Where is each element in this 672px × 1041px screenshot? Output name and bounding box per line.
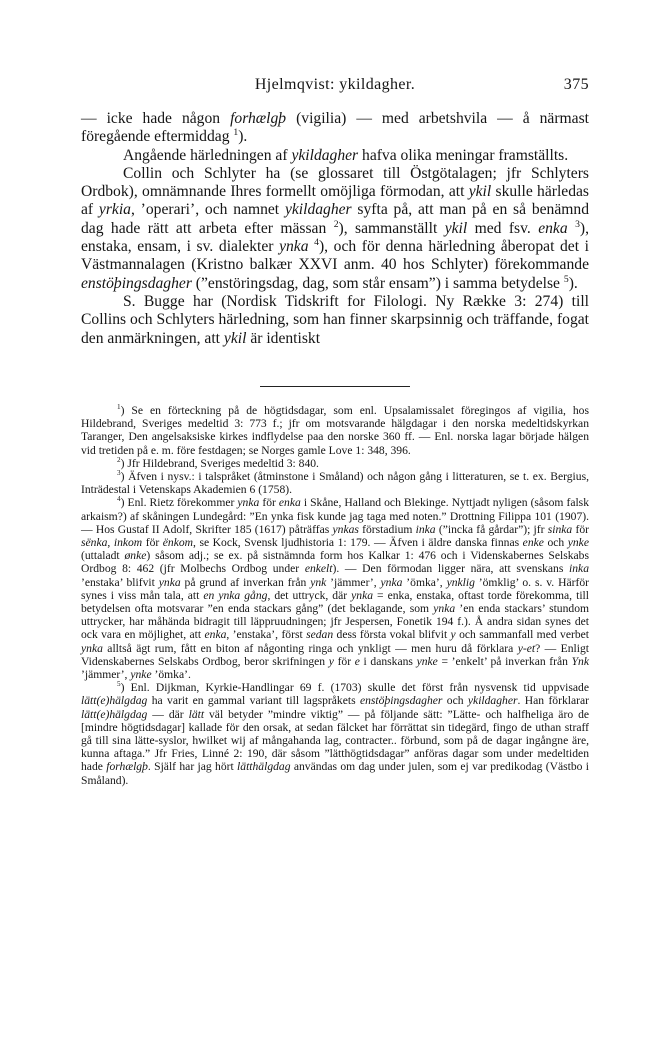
- footnote: $^2$) Jfr Hildebrand, Sveriges medeltid 3: 840.: [117, 455, 319, 470]
- main-text: [81, 110, 589, 348]
- running-title: Hjelmqvist: ykildagher.: [254, 76, 416, 93]
- footnote: $^1$) Se en förteckning på de högtidsdagar, som enl. Upsalamissalet föregingos af vigilia, hos Hildebrand, Sveriges medeltid 3: 773 f.; jfr om motsvarande hälgdagar i den norska medeltidskyrkan Taranger, Den angelsaksiske kirkes indflydelse paa den norske 360 ff. — Enl. norska lagar började hälgen vid tretiden på e. m. före festdagen; se Norges gamle Love 1: 348, 396.: [81, 403, 589, 457]
- body-paragraph: S. Bugge har (Nordisk Tidskrift for Filologi. Ny Række 3: 274) till Collins och Schlyters härledning, som han finner skarpsinnig och träffande, fogat den anmärkningen, att ykil är identiskt: [81, 292, 589, 347]
- footnote: $^4$) Enl. Rietz förekommer ynka för enka i Skåne, Halland och Blekinge. Nyttjadt nyligen (såsom falsk arkaism?) af skåningen Lundegård: ”En ynka fisk kunde jag taga med noten.” Drottning Filippa 101 (1907). — Hos Gustaf II Adolf, Skrifter 185 (1617) påträffas ynkas förstadium inka (”incka få gårdar”); jfr sinka för sënka, inkom för ënkom, se Kock, Svensk ljudhistoria 1: 179. — Äfven i äldre danska finnas enke och ynke (uttaladt ønke) såsom adj.; se ex. på sistnämnda form hos Kalkar 1: 476 och i Videnskabernes Selskabs Ordbog 8: 462 (jfr Molbechs Ordbog under enkelt). — Den förmodan ligger nära, att svenskans inka ’enstaka’ blifvit ynka på grund af inverkan från ynk ’jämmer’, ynka ’ömka’, ynklig ’ömklig’ o. s. v. Härför synes i viss mån tala, att en ynka gång, det uttryck, där ynka = enka, enstaka, oftast torde förekomma, till betydelsen ofta motsvarar ”en enda stackars gång” (det beklagande, som ynka ’en enda stackars’ stundom uttrycker, har måhända bidragit till läppruudningen; jfr Jespersen, Fonetik 194 f.). Å andra sidan synes det ock vara en möjlighet, att enka, ’enstaka’, först sedan dess första vokal blifvit y och sammanfall med verbet ynka alltså ägt rum, fått en biton af någonting ringa och ynkligt — men huru då förklara y-et? — Enligt Videnskabernes Selskabs Ordbog, beror skrifningen y för e i danskans ynke = ’enkelt’ på inverkan från Ynk ’jämmer’, ynke ’ömka’.: [81, 495, 590, 682]
- footnote: $^5$) Enl. Dijkman, Kyrkie-Handlingar 69 f. (1703) skulle det först från nysvensk tid uppvisade lätt(e)hälgdag ha varit en gammal variant till lagspråkets enstöþingsdagher och ykildagher. Han förklarar lätt(e)hälgdag — där lätt väl betyder ”mindre viktig” — på följande sätt: ”Lätte- och halfheliga äro de [mindre högtidsdagar] kallade för den orsak, at sedan fälcket har förrättat sin tidegärd, fingo de uthan straff gå till sina lätte-syslor, hwilket wij af mångahanda lag, contracter.. förbund, som på de dagar ingångne äre, kunna aftaga.” Jfr Fries, Linné 2: 190, där såsom ”lätthögtidsdagar” anföras dagar som under medeltiden hade forhælgþ. Själf har jag hört lätthälgdag användas om dag under julen, som ej var predikodag (Västbo i Småland).: [81, 680, 590, 787]
- footnote-divider: [260, 386, 410, 387]
- body-paragraph: Collin och Schlyter ha (se glossaret till Östgötalagen; jfr Schlyters Ordbok), omnämnande Ihres formellt omöjliga förmodan, att ykil skulle härledas af yrkia, ’operari’, och namnet ykildagher syfta på, att man på en så benämnd dag hade rätt att arbeta efter mässan $^2$), sammanställt ykil med fsv. enka $^3$), enstaka, ensam, i sv. dialekter ynka $^4$), och för denna härledning åberopat det i Västmannalagen (Kristno balkær XXVI anm. 40 hos Schlyter) förekommande enstöþingsdagher (”enstöringsdag, dag, som står ensam”) i samma betydelse $^5$).: [81, 164, 590, 292]
- footnotes: [81, 404, 589, 787]
- page-number: 375: [563, 76, 589, 93]
- body-paragraph: Angående härledningen af ykildagher hafva olika meningar framställts.: [123, 146, 569, 164]
- running-header: [81, 76, 589, 96]
- footnote: $^3$) Äfven i nysv.: i talspråket (åtminstone i Småland) och någon gång i litteraturen, se t. ex. Bergius, Inträdestal i Vetenskaps Akademien 6 (1758).: [81, 469, 589, 497]
- body-paragraph: — icke hade någon forhælgþ (vigilia) — med arbetshvila — å närmast föregående eftermiddag $^1$).: [81, 110, 589, 146]
